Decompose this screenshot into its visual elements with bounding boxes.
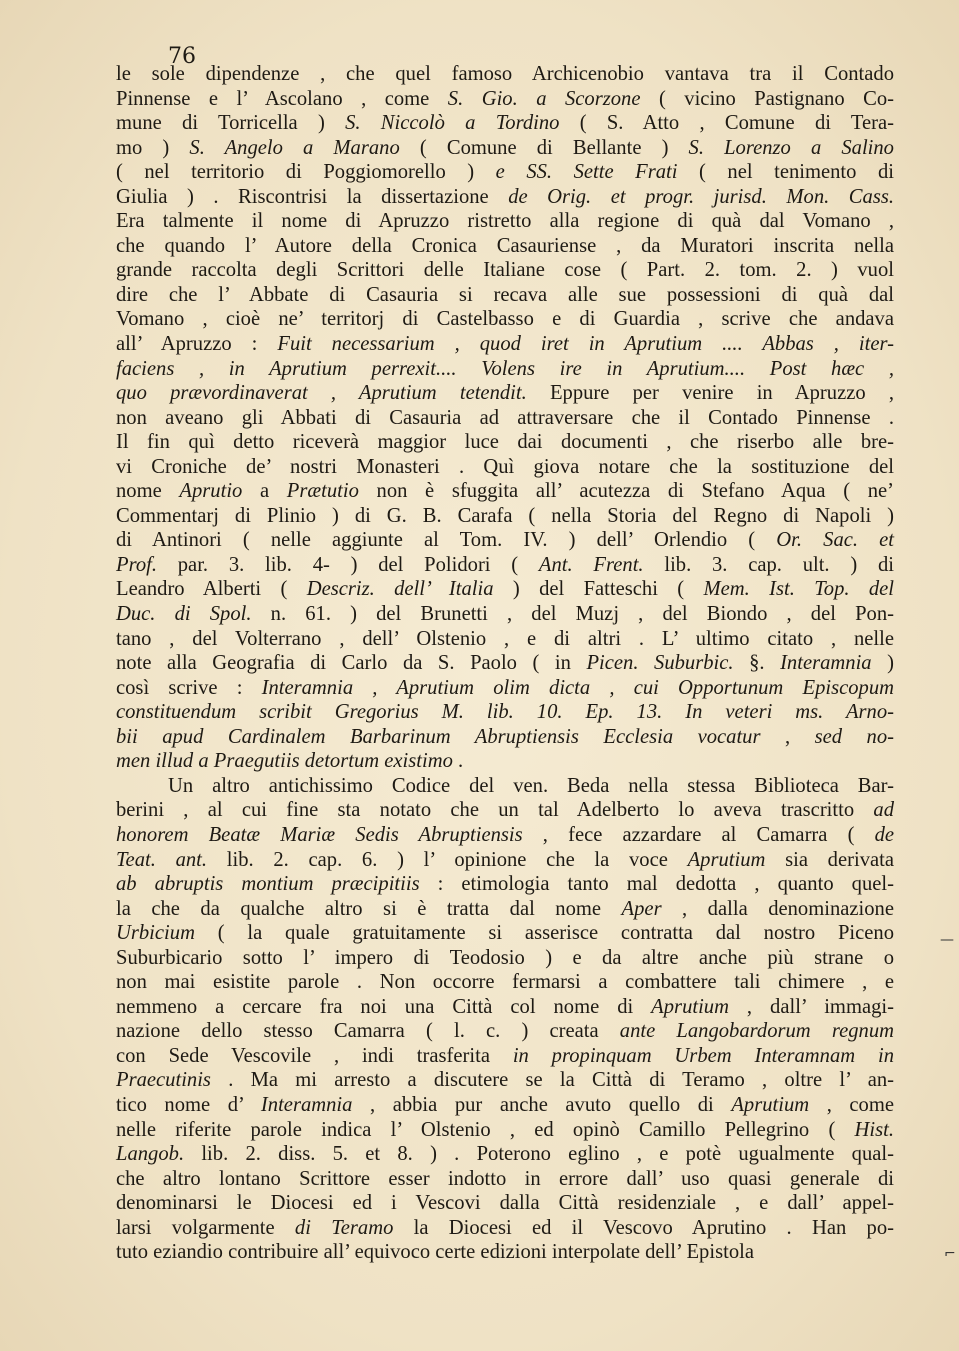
text-line (116, 1191, 894, 1216)
text-line (116, 62, 894, 87)
text-segment: Giulia ) . Riscontrisi la dissertazione (116, 185, 509, 208)
text-line (116, 209, 894, 234)
italic-segment: Interamnia (780, 652, 872, 675)
text-segment: nemmeno a cercare fra noi una Città col nome di (116, 995, 652, 1018)
text-line (116, 823, 894, 848)
text-segment: ( nel tenimento di (677, 161, 894, 184)
text-segment: ( vicino Pastignano Co- (640, 87, 894, 110)
text-line (116, 798, 894, 823)
text-line (116, 1093, 894, 1118)
text-segment: che altro lontano Scrittore esser indotto in errore dall’ uso quasi generale di (116, 1167, 894, 1190)
italic-segment: Prof. (116, 553, 157, 576)
text-segment: ( la quale gratuitamente si asserisce contratta dal nostro Piceno (194, 922, 894, 945)
text-segment: , come (809, 1093, 894, 1116)
text-segment: nelle riferite parole indica l’ Olstenio , ed opinò Camillo Pellegrino ( (116, 1118, 855, 1141)
text-line (116, 1240, 894, 1265)
text-line (116, 381, 894, 406)
italic-segment: Prætutio (286, 480, 359, 503)
text-line (116, 749, 894, 774)
text-segment: ) del Fatteschi ( (493, 578, 704, 601)
text-line (116, 725, 894, 750)
italic-segment: sed no- (814, 725, 894, 748)
text-line (116, 577, 894, 602)
margin-mark: ⌐ (944, 1246, 956, 1262)
text-segment: ( Comune di Bellante ) (399, 136, 689, 159)
italic-segment: Picen. Suburbic. (586, 652, 734, 675)
italic-segment: men illud a Praegutiis detortum existimo (116, 750, 453, 773)
text-segment: , abbia pur anche avuto quello di (352, 1093, 732, 1116)
text-line (116, 970, 894, 995)
text-segment: , dall’ immagi- (728, 995, 894, 1018)
italic-segment: di Teramo (294, 1216, 394, 1239)
text-segment: grande raccolta degli Scrittori delle Italiane cose ( Part. 2. tom. 2. ) vuol (116, 259, 894, 282)
text-segment: , fece azzardare al Camarra ( (522, 823, 875, 846)
italic-segment: Or. Sac. et (776, 529, 895, 552)
text-segment: Pinnense e l’ Ascolano , come (116, 87, 448, 110)
text-line (116, 995, 894, 1020)
italic-segment: S. Niccolò a Tordino (345, 112, 560, 135)
text-segment: dire che l’ Abbate di Casauria si recava alle sue possessioni di quà dal (116, 283, 894, 306)
text-line (116, 774, 894, 799)
text-segment: ( nel territorio di Poggiomorello ) (116, 161, 496, 184)
italic-segment: bii apud Cardinalem Barbarinum Abruptiensis Ecclesia vocatur (116, 725, 761, 748)
text-segment: così scrive : (116, 676, 262, 699)
text-segment: le sole dipendenze , che quel famoso Archicenobio vantava tra il Contado (116, 63, 894, 85)
text-line (116, 872, 894, 897)
text-line (116, 332, 894, 357)
text-line (116, 479, 894, 504)
italic-segment: Aprutium (731, 1093, 810, 1116)
italic-segment: S. Lorenzo a Salino (688, 136, 894, 159)
text-segment: berini , al cui fine sta notato che un tal Adelberto lo aveva trascritto (116, 799, 874, 822)
text-line (116, 111, 894, 136)
text-segment: tano , del Volterrano , dell’ Olstenio , e di altri . L’ ultimo citato , nelle (116, 627, 894, 650)
text-line (116, 921, 894, 946)
text-segment: mo ) (116, 136, 190, 159)
text-segment: mune di Torricella ) (116, 112, 346, 135)
text-segment: n. 61. ) del Brunetti , del Muzj , del Biondo , del Pon- (251, 603, 895, 626)
italic-segment: Interamnia (260, 1093, 353, 1116)
text-line (116, 406, 894, 431)
italic-segment: Interamnia , Aprutium olim dicta , cui Opportunum Episcopum (261, 676, 895, 699)
text-segment: vi Croniche de’ nostri Monasteri . Quì giova notare che la sostituzione del (116, 455, 894, 478)
italic-segment: Langob. (116, 1143, 185, 1166)
text-segment: par. 3. lib. 4- ) del Polidori ( (157, 553, 539, 576)
text-segment: nazione dello stesso Camarra ( l. c. ) creata (116, 1020, 620, 1043)
margin-mark: — (940, 932, 954, 948)
text-line (116, 1068, 894, 1093)
italic-segment: S. Angelo a Marano (189, 136, 400, 159)
text-line (116, 430, 894, 455)
text-segment: ( S. Atto , Comune di Tera- (559, 112, 894, 135)
text-line (116, 136, 894, 161)
text-segment: lib. 2. diss. 5. et 8. ) . Poterono eglino , e potè ugualmente qual- (184, 1143, 894, 1166)
text-segment: Vomano , cioè ne’ territorj di Castelbasso e di Guardia , scrive che andava (116, 308, 894, 331)
text-segment: Leandro Alberti ( (116, 578, 307, 601)
text-line (116, 553, 894, 578)
text-line (116, 627, 894, 652)
italic-segment: S. Gio. a Scorzone (447, 87, 641, 110)
text-line (116, 897, 894, 922)
text-line (116, 258, 894, 283)
text-segment: , (760, 725, 815, 748)
italic-segment: quo prævordinaverat , Aprutium tetendit. (116, 382, 527, 405)
italic-segment: Fuit necessarium , quod iret in Aprutium .... Abbas , iter- (277, 333, 894, 356)
italic-segment: faciens , in Aprutium perrexit.... Volens ire in Aprutium.... Post hæc , (116, 357, 894, 380)
text-line (116, 283, 894, 308)
italic-segment: Mem. Ist. Top. del (703, 578, 895, 601)
italic-segment: Urbicium (116, 922, 195, 945)
text-segment: sia derivata (765, 848, 894, 871)
text-segment: larsi volgarmente (116, 1216, 295, 1239)
italic-segment: e SS. Sette Frati (495, 161, 678, 184)
text-segment: lib. 2. cap. 6. ) l’ opinione che la voce (207, 848, 688, 871)
text-segment: lib. 3. cap. ult. ) di (643, 553, 894, 576)
text-segment: ) (871, 652, 894, 675)
italic-segment: ante Langobardorum regnum (619, 1020, 894, 1043)
text-line (116, 87, 894, 112)
text-segment: Un altro antichissimo Codice del ven. Beda nella stessa Biblioteca Bar- (168, 774, 894, 797)
text-line (116, 1167, 894, 1192)
text-segment: la che da qualche altro si è tratta dal nome (116, 897, 622, 920)
italic-segment: de (874, 823, 895, 846)
text-line (116, 528, 894, 553)
italic-segment: in propinquam Urbem Interamnam in (512, 1044, 894, 1067)
text-segment: con Sede Vescovile , indi trasferita (116, 1044, 513, 1067)
text-segment: non mai esistite parole . Non occorre fermarsi a combattere tali chimere , e (116, 971, 894, 994)
text-segment: Suburbicario sotto l’ impero di Teodosio ) e da altre anche più strane o (116, 946, 894, 969)
text-segment: tico nome d’ (116, 1093, 261, 1116)
text-segment: Il fin quì detto riceverà maggior luce dai documenti , che riserbo alle bre- (116, 431, 894, 454)
text-line (116, 700, 894, 725)
text-line (116, 455, 894, 480)
page-number: 76 (168, 44, 196, 69)
text-line (116, 651, 894, 676)
italic-segment: Aprutio (179, 480, 243, 503)
text-line (116, 1216, 894, 1241)
text-line (116, 160, 894, 185)
text-segment: , dalla denominazione (661, 897, 894, 920)
text-segment: a (242, 480, 287, 503)
text-line (116, 602, 894, 627)
text-line (116, 307, 894, 332)
italic-segment: Ant. Frent. (538, 553, 644, 576)
text-line (116, 1118, 894, 1143)
text-segment: la Diocesi ed il Vescovo Aprutino . Han po- (393, 1216, 894, 1239)
text-segment: di Antinori ( nelle aggiunte al Tom. IV. ) dell’ Orlendio ( (116, 529, 777, 552)
italic-segment: Duc. di Spol. (116, 603, 252, 626)
text-line (116, 676, 894, 701)
text-line (116, 1019, 894, 1044)
text-segment: tuto eziandio contribuire all’ equivoco certe edizioni interpolate dell’ Epistola (116, 1241, 754, 1264)
body-text (116, 62, 894, 1265)
text-line (116, 185, 894, 210)
text-segment: denominarsi le Diocesi ed i Vescovi dalla Città residenziale , e dall’ appel- (116, 1192, 894, 1215)
text-segment: Era talmente il nome di Apruzzo ristretto alla regione di quà dal Vomano , (116, 210, 894, 233)
text-segment: non è sfuggita all’ acutezza di Stefano Aqua ( ne’ (358, 480, 895, 503)
italic-segment: Teat. ant. (116, 848, 208, 871)
italic-segment: ad (873, 799, 894, 822)
text-segment: . (452, 750, 464, 773)
text-segment: : etimologia tanto mal dedotta , quanto quel- (419, 873, 894, 896)
text-segment: Commentarj di Plinio ) di G. B. Carafa ( nella Storia del Regno di Napoli ) (116, 504, 894, 527)
text-segment: all’ Apruzzo : (116, 333, 278, 356)
italic-segment: honorem Beatæ Mariæ Sedis Abruptiensis (116, 823, 523, 846)
italic-segment: Praecutinis (116, 1069, 211, 1092)
text-segment: . Ma mi arresto a discutere se la Città di Teramo , oltre l’ an- (210, 1069, 894, 1092)
italic-segment: constituendum scribit Gregorius M. lib. 10. Ep. 13. In veteri ms. Arno- (116, 701, 894, 724)
italic-segment: Aprutium (687, 848, 766, 871)
italic-segment: ab abruptis montium præcipitiis (116, 873, 420, 896)
text-line (116, 1142, 894, 1167)
italic-segment: Aprutium (651, 995, 729, 1018)
text-line (116, 357, 894, 382)
italic-segment: Descriz. dell’ Italia (306, 578, 494, 601)
text-segment: Eppure per venire in Apruzzo , (526, 382, 894, 405)
italic-segment: de Orig. et progr. jurisd. Mon. Cass. (508, 185, 894, 208)
italic-segment: Hist. (854, 1118, 894, 1141)
text-segment: nome (116, 480, 180, 503)
italic-segment: Aper (621, 897, 662, 920)
text-segment: §. (733, 652, 781, 675)
text-line (116, 848, 894, 873)
text-line (116, 1044, 894, 1069)
text-line (116, 234, 894, 259)
text-segment: note alla Geografia di Carlo da S. Paolo ( in (116, 652, 587, 675)
text-segment: che quando l’ Autore della Cronica Casauriense , da Muratori inscrita nella (116, 234, 894, 257)
text-line (116, 946, 894, 971)
text-line (116, 504, 894, 529)
text-segment: non aveano gli Abbati di Casauria ad attraversare che il Contado Pinnense . (116, 406, 894, 429)
